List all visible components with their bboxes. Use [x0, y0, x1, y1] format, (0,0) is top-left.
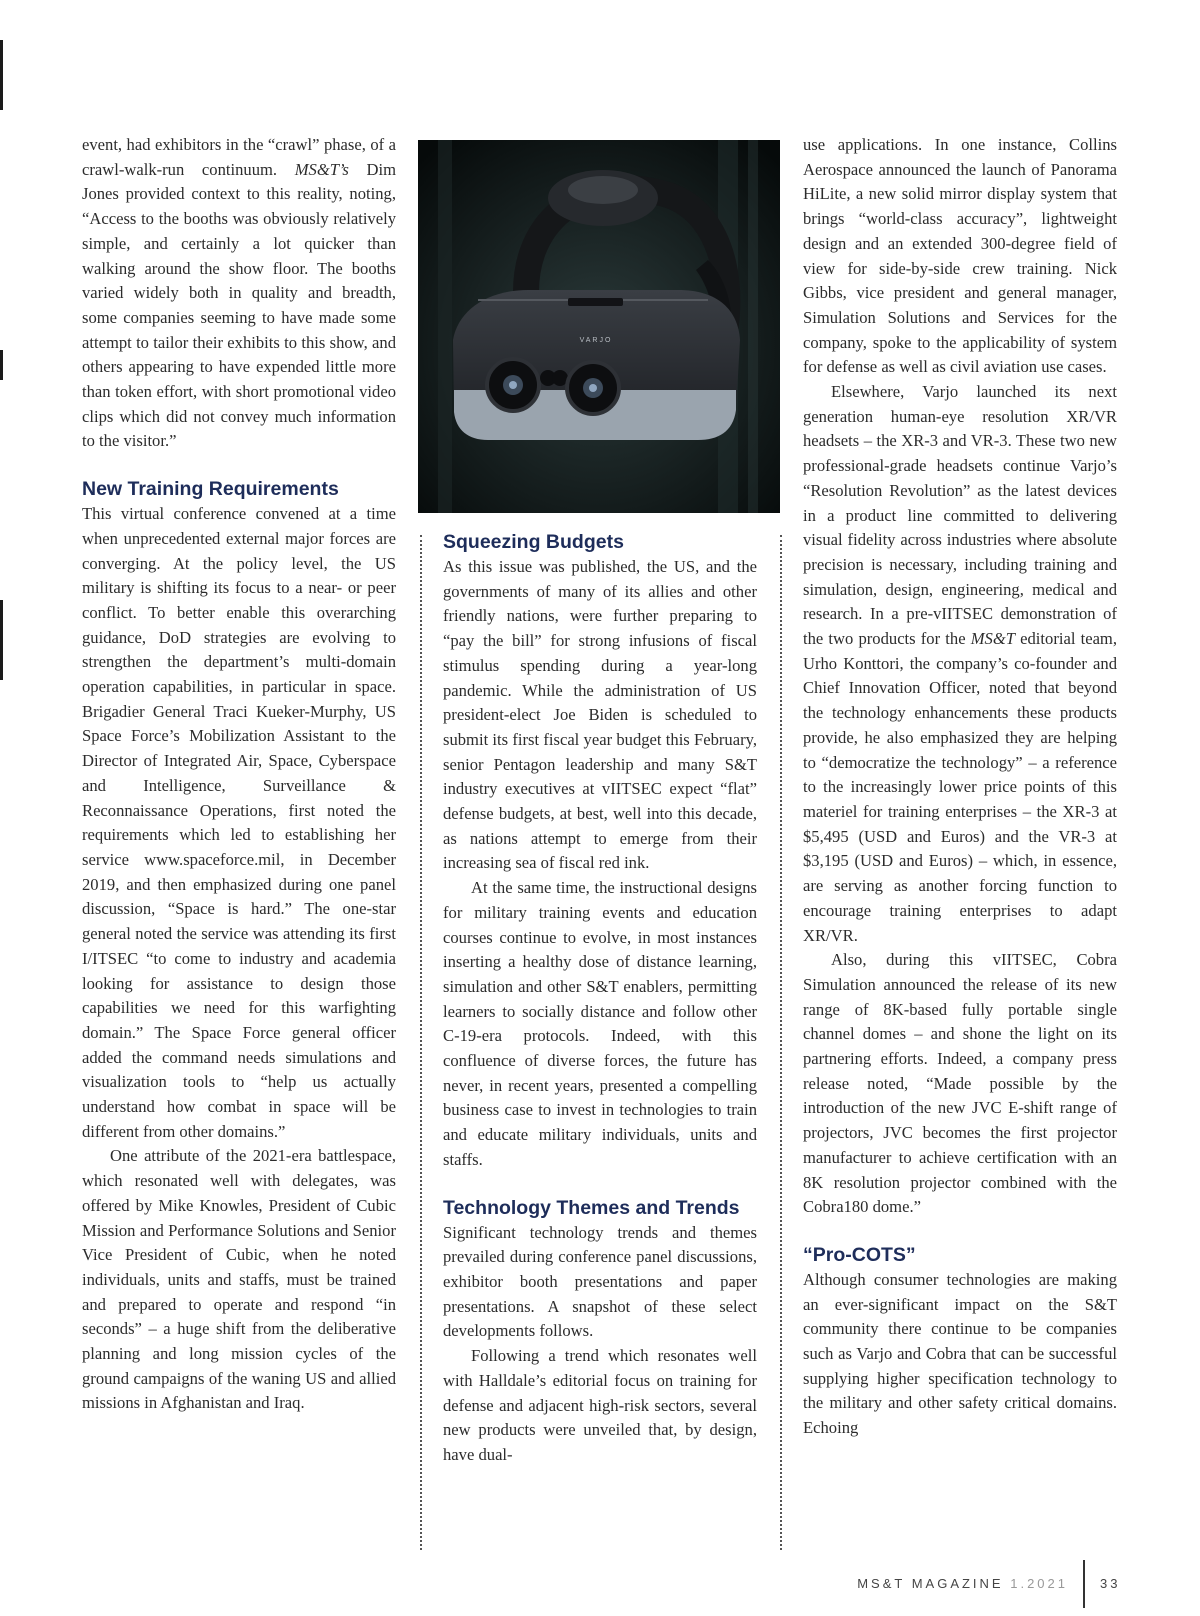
- paragraph: Significant technology trends and themes prevailed during conference panel discussions, exhibitor booth presentations and paper presentations. A snapshot of these select developments follows.: [443, 1222, 757, 1341]
- column-2-text: [443, 530, 757, 1468]
- section-heading-technology-themes: Technology Themes and Trends: [443, 1196, 740, 1219]
- section-heading-squeezing-budgets: Squeezing Budgets: [443, 531, 624, 553]
- page-edge-mark: [0, 350, 3, 380]
- paragraph: use applications. In one instance, Collins Aerospace announced the launch of Panorama HiLite, a new solid mirror display system that brings “world-class accuracy”, lightweight design and an extended 300-degree field of view for side-by-side crew training. Nick Gibbs, vice president and general manager, Simulation Solutions and Services for the company, spoke to the applicability of system for defense as well as civil aviation use cases.: [803, 135, 1117, 377]
- publication-name: MS&T’s: [294, 159, 349, 179]
- paragraph: One attribute of the 2021-era battlespace, which resonated well with delegates, was offered by Mike Knowles, President of Cubic Mission and Performance Solutions and Senior Vice President of Cubic, when he noted individuals, units and staffs, must be trained and prepared to operate and respond “in seconds” – a huge shift from the deliberative planning and long mission cycles of the ground campaigns of the waning US and allied missions in Afghanistan and Iraq.: [82, 1146, 396, 1413]
- section-heading-new-training-requirements: New Training Requirements: [82, 478, 339, 501]
- paragraph: Also, during this vIITSEC, Cobra Simulation announced the release of its new range of 8K-based fully portable single channel domes – and shone the light on its partnering efforts. Indeed, a company press release noted, “Made possible by the introduction of the new JVC E-shift range of projectors, JVC becomes the first projector manufacturer to achieve certification with an 8K resolution projector combined with the Cobra180 dome.”: [803, 950, 1117, 1217]
- section-heading-pro-cots: “Pro-COTS”: [803, 1243, 916, 1266]
- paragraph: event, had exhibitors in the “crawl” phase, of a crawl-walk-run continuum. MS&T’s Dim Jones provided context to this reality, noting, “Access to the booths was obviously relatively simple, and certainly a lot quicker than walking around the show floor. The booths varied widely both in quality and breadth, some companies seeming to have made some attempt to tailor their exhibits to this show, and others appearing to have expended little more than token effort, with short promotional video clips which did not convey much information to the visitor.”: [82, 135, 396, 451]
- paragraph: Following a trend which resonates well with Halldale’s editorial focus on training for defense and adjacent high-risk sectors, several new products were unveiled that, by design, have dual-: [443, 1346, 757, 1464]
- paragraph: Elsewhere, Varjo launched its next generation human-eye resolution XR/VR headsets – the XR-3 and VR-3. These two new professional-grade headsets continue Varjo’s “Resolution Revolution” as the latest devices in a product line committed to delivering visual fidelity across industries where absolute precision is necessary, including training and simulation, design, engineering, medical and research. In a pre-vIITSEC demonstration of the two products for the MS&T editorial team, Urho Konttori, the company’s co-founder and Chief Innovation Officer, noted that beyond the technology enhancements these products provide, he also emphasized they are helping to “democratize the technology” – a reference to the increasingly lower price points of this materiel for training enterprises – the XR-3 at $5,495 (USD and Euros) and the VR-3 at $3,195 (USD and Euros) – which, in essence, are serving as another forcing function to encourage training enterprises to adapt XR/VR.: [803, 382, 1117, 945]
- magazine-name: MS&T MAGAZINE: [857, 1576, 1004, 1591]
- article-column-1: [82, 133, 396, 1553]
- page-edge-mark: [0, 600, 3, 680]
- paragraph: As this issue was published, the US, and the governments of many of its allies and other friendly nations, were further preparing to “pay the bill” for strong infusions of fiscal stimulus spending during a year-long pandemic. While the administration of US president-elect Joe Biden is scheduled to submit its first fiscal year budget this February, senior Pentagon leadership and many S&T industry executives at vIITSEC expect “flat” defense budgets, at best, well into this decade, as nations attempt to emerge from their increasing sea of fiscal red ink.: [443, 557, 757, 873]
- column-divider: [420, 535, 422, 1550]
- page-edge-mark: [0, 40, 3, 110]
- page-number: 33: [1100, 1576, 1121, 1591]
- column-divider: [780, 535, 782, 1550]
- paragraph: This virtual conference convened at a time when unprecedented external major forces are converging. At the policy level, the US military is shifting its focus to a near- or peer conflict. To better enable this overarching guidance, DoD strategies are evolving to strengthen the department’s multi-domain operation capabilities, in particular in space. Brigadier General Traci Kueker-Murphy, US Space Force’s Mobilization Assistant to the Director of Integrated Air, Space, Cyberspace and Intelligence, Surveillance & Reconnaissance Operations, first noted the requirements which led to establishing her service www.spaceforce.mil, in December 2019, and then emphasized during one panel discussion, “Space is hard.” The one-star general noted the service was attending its first I/ITSEC “to come to industry and academia looking for assistance to design those capabilities we need for this warfighting domain.” The Space Force general officer added the command needs simulations and visualization tools to “help us actually understand how combat in space will be different from other domains.”: [82, 504, 396, 1141]
- footer-divider: [1083, 1560, 1085, 1608]
- paragraph: At the same time, the instructional designs for military training events and education courses continue to evolve, in most instances inserting a healthy dose of distance learning, simulation and other S&T enablers, permitting learners to socially distance and follow other C-19-era protocols. Indeed, with this confluence of diverse forces, the future has never, in recent years, presented a compelling business case to invest in technologies to train and educate military individuals, units and staffs.: [443, 878, 757, 1169]
- page-footer: [0, 1568, 1200, 1598]
- issue-number: 1.2021: [1010, 1576, 1068, 1591]
- paragraph: Although consumer technologies are making an ever-significant impact on the S&T community there continue to be companies such as Varjo and Cobra that can be successful supplying higher specification technology to the military and other safety critical domains. Echoing: [803, 1269, 1117, 1438]
- article-column-2: [443, 133, 757, 1553]
- footer-publication: [857, 1576, 1068, 1591]
- brand-logo: VARJO: [579, 337, 613, 344]
- publication-name: MS&T: [970, 629, 1015, 649]
- article-column-3: [803, 133, 1117, 1553]
